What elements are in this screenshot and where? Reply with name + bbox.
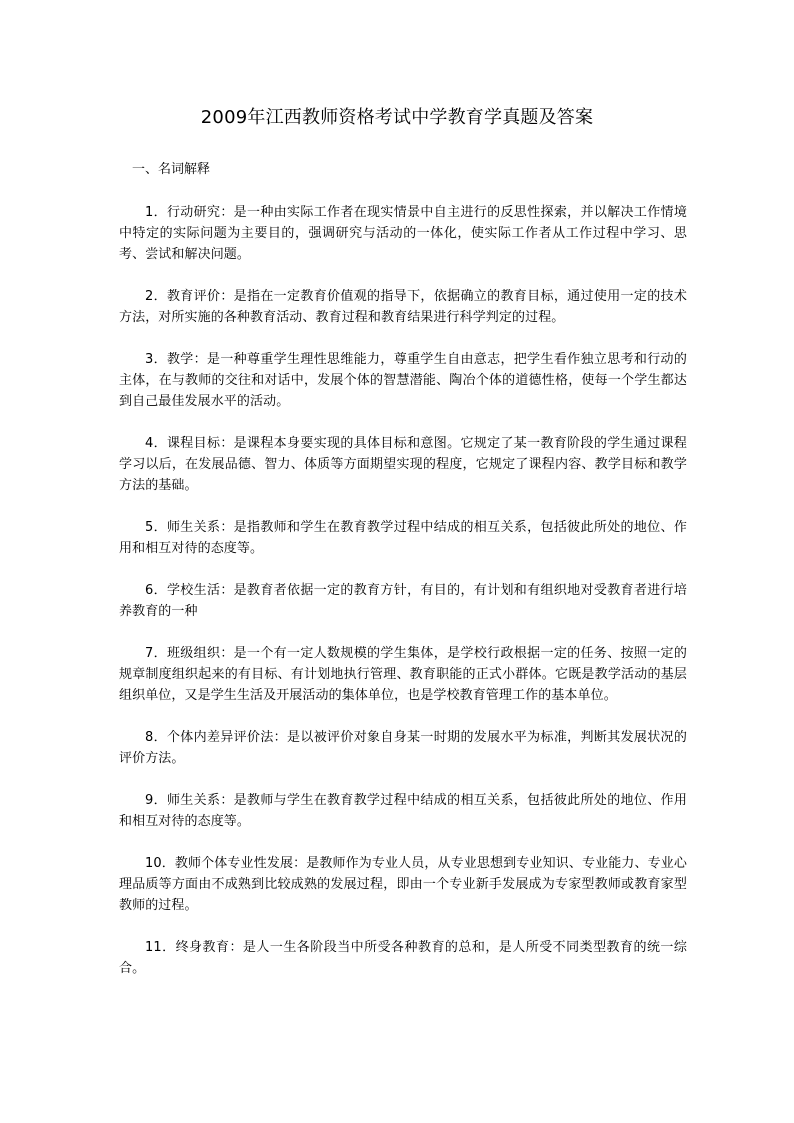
definition-item: 4．课程目标：是课程本身要实现的具体目标和意图。它规定了某一教育阶段的学生通过课程学习以后，在发展品德、智力、体质等方面期望实现的程度，它规定了课程内容、教学目标和教学方法的基础。 <box>119 436 687 493</box>
definition-item: 11．终身教育：是人一生各阶段当中所受各种教育的总和，是人所受不同类型教育的统一综合。 <box>119 940 687 976</box>
definition-item: 10．教师个体专业性发展：是教师作为专业人员，从专业思想到专业知识、专业能力、专业心理品质等方面由不成熟到比较成熟的发展过程，即由一个专业新手发展成为专家型教师或教育家型教师的过程。 <box>119 856 687 913</box>
definition-item: 7．班级组织：是一个有一定人数规模的学生集体，是学校行政根据一定的任务、按照一定的规章制度组织起来的有目标、有计划地执行管理、教育职能的正式小群体。它既是教学活动的基层组织单位，又是学生生活及开展活动的集体单位，也是学校教育管理工作的基本单位。 <box>119 646 687 703</box>
definition-list <box>119 202 687 1000</box>
definition-item: 5．师生关系：是指教师和学生在教育教学过程中结成的相互关系，包括彼此所处的地位、作用和相互对待的态度等。 <box>119 520 687 556</box>
definition-item: 6．学校生活：是教育者依据一定的教育方针，有目的，有计划和有组织地对受教育者进行培养教育的一种 <box>119 583 687 619</box>
definition-item: 3．教学：是一种尊重学生理性思维能力，尊重学生自由意志，把学生看作独立思考和行动的主体，在与教师的交往和对话中，发展个体的智慧潜能、陶冶个体的道德性格，使每一个学生都达到自己最佳发展水平的活动。 <box>119 352 687 409</box>
definition-item: 8．个体内差异评价法：是以被评价对象自身某一时期的发展水平为标准，判断其发展状况的评价方法。 <box>119 730 687 766</box>
definition-item: 1．行动研究：是一种由实际工作者在现实情景中自主进行的反思性探索，并以解决工作情境中特定的实际问题为主要目的，强调研究与活动的一体化，使实际工作者从工作过程中学习、思考、尝试和解决问题。 <box>119 205 687 262</box>
document-title: 2009年江西教师资格考试中学教育学真题及答案 <box>200 107 594 128</box>
definition-item: 9．师生关系：是教师与学生在教育教学过程中结成的相互关系，包括彼此所处的地位、作用和相互对待的态度等。 <box>119 793 687 829</box>
section-heading: 一、名词解释 <box>132 162 211 177</box>
definition-item: 2．教育评价：是指在一定教育价值观的指导下，依据确立的教育目标，通过使用一定的技术方法，对所实施的各种教育活动、教育过程和教育结果进行科学判定的过程。 <box>119 289 687 325</box>
